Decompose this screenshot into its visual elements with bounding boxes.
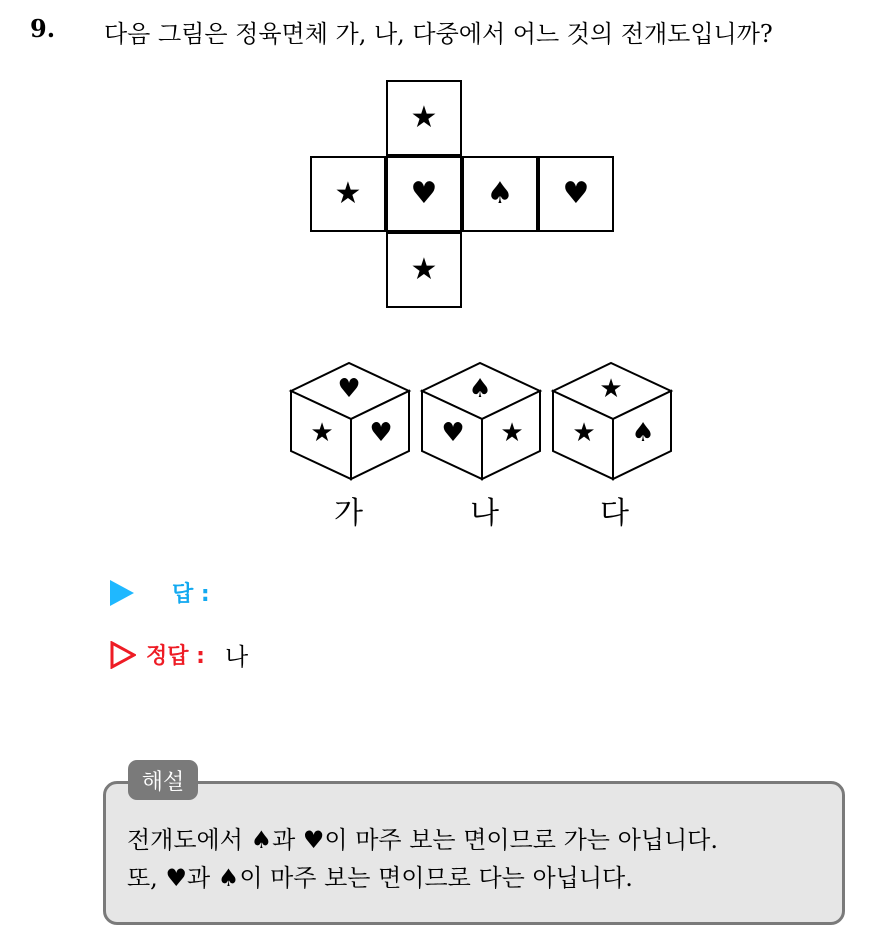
cube-na-front: ♥ xyxy=(441,418,465,448)
heart-icon: ♥ xyxy=(302,826,325,854)
cubes-illustration xyxy=(280,355,680,485)
outline-arrow-icon xyxy=(110,641,136,669)
cube-label-da: 다 xyxy=(600,496,629,531)
exp1-text-b: 과 xyxy=(272,826,303,854)
answer-label: 답 : xyxy=(172,582,210,607)
correct-answer-value: 나 xyxy=(224,643,249,671)
question-text: 다음 그림은 정육면체 가, 나, 다중에서 어느 것의 전개도입니까? xyxy=(104,20,773,48)
cube-ga xyxy=(291,363,409,479)
explanation-tab: 해설 xyxy=(128,760,198,800)
exp1-text-a: 전개도에서 xyxy=(127,826,251,854)
net-face-left: ★ xyxy=(310,156,386,232)
net-face-right: ♠ xyxy=(462,156,538,232)
net-face-bottom: ★ xyxy=(386,232,462,308)
explanation-line-2 xyxy=(127,858,633,893)
exp2-text-b: 과 xyxy=(186,864,218,892)
net-face-center: ♥ xyxy=(386,156,462,232)
heart-icon: ♥ xyxy=(165,864,187,892)
cube-ga-front: ★ xyxy=(310,418,334,448)
cube-na-side: ★ xyxy=(500,418,524,448)
cube-ga-top: ♥ xyxy=(337,374,361,404)
question-number: 9. xyxy=(30,14,56,43)
cube-na xyxy=(422,363,540,479)
exp2-text-c: 이 마주 보는 면이므로 다는 아닙니다. xyxy=(239,864,633,892)
exp1-text-c: 이 마주 보는 면이므로 가는 아닙니다. xyxy=(324,826,718,854)
cube-da-side: ♠ xyxy=(631,418,655,448)
correct-answer-label: 정답 : xyxy=(146,644,205,669)
answer-row xyxy=(110,577,210,608)
cube-na-top: ♠ xyxy=(468,374,492,404)
cube-ga-side: ♥ xyxy=(369,418,393,448)
net-face-far-right: ♥ xyxy=(538,156,614,232)
cube-label-ga: 가 xyxy=(334,496,363,531)
play-arrow-icon xyxy=(110,580,134,606)
cube-da xyxy=(553,363,671,479)
cube-da-top: ★ xyxy=(599,374,623,404)
explanation-line-1 xyxy=(127,820,718,855)
spade-icon: ♠ xyxy=(217,864,240,892)
cube-label-na: 나 xyxy=(470,496,499,531)
net-face-top: ★ xyxy=(386,80,462,156)
exp2-text-a: 또, xyxy=(127,864,166,892)
correct-answer-row xyxy=(110,637,248,672)
cube-da-front: ★ xyxy=(572,418,596,448)
spade-icon: ♠ xyxy=(250,826,273,854)
